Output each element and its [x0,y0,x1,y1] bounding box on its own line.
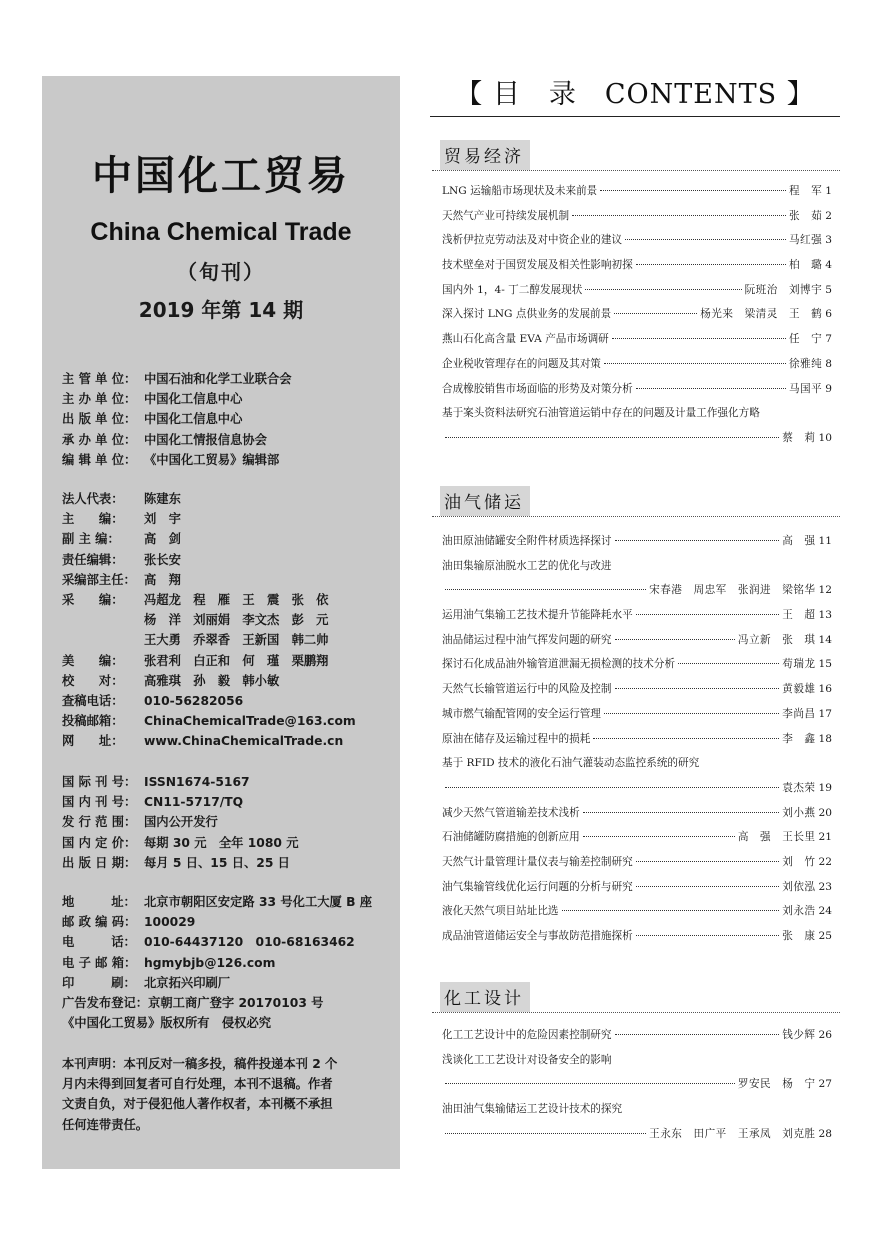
info-value: ChinaChemicalTrade@163.com [144,714,356,729]
info-value: 陈建东 [144,492,181,506]
leader-dots [615,688,780,689]
info-label: 查稿电话： [62,694,124,709]
leader-dots [636,614,780,615]
info-row [62,651,392,671]
info-label: 地 址： [62,895,136,909]
contact-info [62,892,392,1033]
info-row [62,792,392,812]
info-value: 张君利 白正和 何 瑾 栗鹏翔 [144,653,329,668]
info-value: 冯超龙 程 雁 王 震 张 依 [144,593,329,608]
leader-dots [636,861,780,862]
leader-dots [615,540,780,541]
toc-entry[interactable] [442,533,832,558]
toc-entry[interactable] [442,582,832,607]
info-row [62,489,392,509]
info-row [62,973,392,993]
info-value: 100029 [144,915,196,930]
toc-entry-title: 国内外 1，4- 丁二醇发展现状 [442,283,583,296]
toc-author: 张 茹 [788,209,823,222]
leader-dots [593,738,779,739]
toc-entry-title: 天然气长输管道运行中的风险及控制 [442,683,612,696]
info-label: 国 内 定 价： [62,835,137,850]
info-row [62,912,392,932]
toc-entry[interactable] [442,1126,832,1151]
info-value: 刘 宇 [144,512,181,527]
toc-author: 高 强 [782,535,816,547]
toc-entry-title: 深入探讨 LNG 点供业务的发展前景 [442,308,612,321]
toc-entry[interactable] [442,381,832,406]
info-value: 《中国化工贸易》编辑部 [144,452,280,467]
info-row [62,711,392,731]
toc-entry[interactable] [442,903,832,928]
info-row [62,509,392,529]
info-label: 投稿邮箱： [62,714,124,729]
toc-entry-title[interactable]: 油田集输原油脱水工艺的优化与改进 [442,559,612,572]
toc-author: 刘 竹 [782,855,816,868]
leader-dots [636,388,786,389]
leader-dots [625,239,786,240]
contents-header: 【 目 录 CONTENTS 】 [455,79,815,110]
info-label: 主 办 单 位： [62,392,137,407]
editors-continued: 杨 洋 刘丽娟 李文杰 彭 元 [144,613,329,628]
toc-entry-title: 原油在储存及运输过程中的损耗 [442,732,591,745]
toc-entry[interactable] [442,656,832,681]
leader-dots [445,1133,646,1134]
header-divider [430,116,840,117]
toc-entry-title: 运用油气集输工艺技术提升节能降耗水平 [442,609,633,622]
toc-entry[interactable] [442,780,832,805]
toc-entry[interactable] [442,928,832,953]
toc-author: 李尚昌 [782,707,816,720]
toc-page: 25 [818,930,832,942]
toc-author: 柏 璐 [788,259,823,272]
issue-info [62,772,392,873]
toc-entry-title: 油品储运过程中油气挥发问题的研究 [442,633,612,646]
toc-page: 22 [818,855,832,868]
toc-author: 阮班治 刘博宇 [744,283,823,296]
notice-line: 本刊声明：本刊反对一稿多投，稿件投递本刊 2 个 [62,1057,338,1071]
leader-dots [636,886,780,887]
toc-entry-title: 企业税收管理存在的问题及其对策 [442,357,601,370]
toc-entry-title: 化工工艺设计中的危险因素控制研究 [442,1029,612,1041]
toc-page: 4 [825,259,832,272]
info-label: 法人代表： [62,492,124,506]
leader-dots [636,935,780,936]
toc-entry[interactable] [442,282,832,307]
toc-author: 宋春港 周忠军 张润进 梁铭华 [649,584,816,597]
info-value: 高 剑 [144,532,181,547]
info-row [62,953,392,973]
toc-entry[interactable] [442,430,832,455]
toc-page: 2 [825,209,832,222]
section-title: 油气储运 [440,486,530,516]
toc-entry-title: 合成橡胶销售市场面临的形势及对策分析 [442,382,633,395]
toc-entry[interactable] [442,1076,832,1101]
info-value: 每期 30 元 全年 1080 元 [144,835,299,850]
toc-page: 1 [825,185,832,197]
toc-entry[interactable] [442,1027,832,1052]
toc-entry-title: LNG 运输船市场现状及未来前景 [442,185,598,197]
toc-page: 11 [818,535,832,547]
section-heading [440,486,530,516]
info-row [62,389,392,409]
toc-entry[interactable] [442,607,832,632]
leader-dots [572,215,786,216]
toc-page: 5 [825,283,832,296]
info-value: 中国化工信息中心 [144,392,243,407]
info-value: 国内公开发行 [144,815,218,830]
leader-dots [445,437,779,438]
info-value: 010-56282056 [144,694,244,709]
info-row [62,853,392,873]
info-row [62,529,392,549]
toc-author: 程 军 [788,185,823,197]
ad-registration: 广告发布登记：京朝工商广登字 20170103 号 [62,996,324,1011]
section-divider [432,170,840,172]
toc-entry[interactable] [442,731,832,756]
toc-page: 10 [818,431,832,444]
toc-entry[interactable] [442,681,832,706]
notice-line: 任何连带责任。 [62,1117,149,1132]
journal-title-cn: 中国化工贸易 [92,153,350,199]
info-row [62,833,392,853]
toc-entry[interactable] [442,232,832,257]
info-value: CN11-5717/TQ [144,795,244,810]
info-row [62,409,392,429]
leader-dots [583,836,735,837]
leader-dots [562,910,780,911]
toc-entry-title: 城市燃气输配管网的安全运行管理 [442,707,601,720]
toc-entry-title: 探讨石化成品油外输管道泄漏无损检测的技术分析 [442,658,676,671]
toc-page: 14 [818,633,832,646]
info-label: 邮 政 编 码： [62,915,137,930]
toc-page: 19 [818,781,832,794]
leader-dots [445,787,779,788]
info-label: 责任编辑： [62,552,124,567]
toc-author: 刘小燕 [782,806,816,819]
info-value: 中国化工信息中心 [144,412,243,427]
toc-page: 17 [818,707,832,720]
info-value: 每月 5 日、15 日、25 日 [144,855,290,870]
info-row [62,772,392,792]
leader-dots [604,363,786,364]
toc-entry-title: 成品油管道储运安全与事故防范措施探析 [442,930,633,942]
info-label: 采编部主任： [62,572,136,587]
toc-page: 27 [818,1078,832,1091]
notice-line: 月内未得到回复者可自行处理，本刊不退稿。作者 [62,1077,333,1092]
toc-entry-title: 减少天然气管道输差技术浅析 [442,806,580,819]
toc-entry-title[interactable]: 浅谈化工工艺设计对设备安全的影响 [442,1053,612,1066]
toc-entry-title: 天然气产业可持续发展机制 [442,209,570,222]
info-row [62,450,392,470]
info-row [62,731,392,751]
toc-section-storage [442,533,832,953]
leader-dots [445,1083,735,1084]
toc-entry-title: 浅析伊拉克劳动法及对中资企业的建议 [442,234,623,247]
info-value: hgmybjb@126.com [144,955,276,970]
info-value: 北京市朝阳区安定路 33 号化工大厦 B 座 [144,895,373,909]
editors-continued: 王大勇 乔翠香 王新国 韩二帅 [144,633,329,648]
toc-author: 马红强 [788,234,823,247]
toc-page: 12 [818,584,832,597]
info-label: 采 编： [62,593,124,608]
toc-author: 钱少辉 [782,1029,816,1041]
toc-section-design [442,1027,832,1150]
masthead-panel [42,76,400,1169]
toc-entry[interactable] [442,183,832,208]
info-value: 高雅琪 孙 毅 韩小敏 [144,673,280,688]
leader-dots [604,713,779,714]
section-title: 贸易经济 [440,140,530,170]
notice-line: 文责自负，对于侵犯他人著作权者，本刊概不承担 [62,1097,333,1112]
toc-page: 15 [818,658,832,671]
section-title: 化工设计 [440,982,530,1012]
leader-dots [583,812,780,813]
leader-dots [614,313,697,314]
leader-dots [615,639,735,640]
leader-dots [600,190,786,191]
info-value: 北京拓兴印刷厂 [144,975,231,990]
info-value: ISSN1674-5167 [144,775,250,789]
toc-author: 高 强 王长里 [737,831,816,844]
toc-entry-title[interactable]: 油田油气集输储运工艺设计技术的探究 [442,1103,623,1116]
publisher-info [62,369,392,470]
info-row [62,691,392,711]
info-label: 印 刷： [62,975,136,990]
info-label: 主 编： [62,512,124,527]
toc-author: 马国平 [788,382,823,395]
info-value: 张长安 [144,552,181,567]
toc-author: 苟瑞龙 [782,658,816,671]
section-divider [432,1012,840,1014]
info-label: 发 行 范 围： [62,815,137,830]
toc-entry-title: 石油储罐防腐措施的创新应用 [442,831,580,844]
toc-entry[interactable] [442,208,832,233]
info-row [62,570,392,590]
toc-page: 26 [818,1029,832,1041]
toc-entry[interactable] [442,829,832,854]
leader-dots [612,338,786,339]
toc-page: 7 [825,333,832,346]
toc-entry[interactable] [442,706,832,731]
info-label: 电 子 邮 箱： [62,955,137,970]
toc-page: 3 [825,234,832,247]
toc-entry[interactable] [442,331,832,356]
toc-entry-title[interactable]: 基于 RFID 技术的液化石油气灌装动态监控系统的研究 [442,757,700,770]
journal-title-en: China Chemical Trade [90,218,352,246]
toc-author: 冯立新 张 琪 [737,633,816,646]
toc-author: 王永东 田广平 王承凤 刘克胜 [649,1127,816,1140]
toc-entry[interactable] [442,854,832,879]
toc-entry[interactable] [442,805,832,830]
info-label: 承 办 单 位： [62,432,137,447]
toc-entry[interactable] [442,356,832,381]
toc-entry-title: 技术壁垒对于国贸发展及相关性影响初探 [442,259,633,272]
section-divider [432,516,840,518]
leader-dots [678,663,779,664]
info-label: 副 主 编： [62,532,120,547]
info-label: 美 编： [62,653,124,668]
leader-dots [585,289,741,290]
toc-entry[interactable] [442,879,832,904]
toc-page: 21 [818,831,832,844]
toc-page: 9 [825,382,832,395]
toc-author: 刘永浩 [782,905,816,918]
info-value: 高 翔 [144,572,181,587]
toc-author: 任 宁 [788,333,823,346]
info-label: 出 版 单 位： [62,412,137,427]
toc-entry[interactable] [442,257,832,282]
toc-author: 李 鑫 [782,732,816,745]
toc-author: 袁杰荣 [782,781,816,794]
info-label: 国 际 刊 号： [62,775,137,789]
info-row [62,812,392,832]
info-value: 中国化工情报信息协会 [144,432,267,447]
info-row [62,369,392,389]
info-row [62,550,392,570]
toc-page: 8 [825,357,832,370]
toc-entry[interactable] [442,306,832,331]
toc-author: 黄毅雄 [782,683,816,696]
toc-author: 杨光来 梁清灵 王 鹤 [700,308,823,321]
info-label: 国 内 刊 号： [62,795,137,810]
info-label: 出 版 日 期： [62,855,137,870]
toc-page: 16 [818,683,832,696]
toc-entry-title: 液化天然气项目站址比选 [442,905,559,918]
toc-author: 张 康 [782,930,816,942]
leader-dots [615,1034,780,1035]
info-value: www.ChinaChemicalTrade.cn [144,734,344,749]
journal-issue: 2019 年第 14 期 [138,298,304,322]
info-row [62,932,392,952]
toc-author: 罗安民 杨 宁 [737,1078,816,1091]
info-row [62,892,392,912]
toc-page: 6 [825,308,832,321]
toc-entry[interactable] [442,632,832,657]
info-value: 中国石油和化学工业联合会 [144,372,292,386]
toc-page: 20 [818,806,832,819]
info-row [62,590,392,610]
info-label: 主 管 单 位： [62,372,137,386]
info-row [62,430,392,450]
staff-info [62,489,392,752]
toc-entry-title: 燕山石化高含量 EVA 产品市场调研 [442,333,609,346]
toc-entry-title: 油田原油储罐安全附件材质选择探讨 [442,535,612,547]
toc-author: 刘依泓 [782,880,816,893]
section-heading [440,982,530,1012]
toc-section-trade [442,183,832,455]
toc-author: 王 超 [782,609,816,622]
info-row [62,671,392,691]
notice [62,1054,392,1135]
toc-entry-title: 油气集输管线优化运行问题的分析与研究 [442,880,633,893]
info-label: 校 对： [62,673,124,688]
toc-page: 13 [818,609,832,622]
info-label: 电 话： [62,935,136,950]
journal-frequency: （旬刊） [177,260,265,284]
toc-page: 18 [818,732,832,745]
info-value: 010-64437120 010-68163462 [144,935,355,950]
toc-entry-title[interactable]: 基于案头资料法研究石油管道运销中存在的问题及计量工作强化方略 [442,407,760,420]
info-label: 网 址： [62,734,124,749]
toc-page: 24 [818,905,832,918]
copyright: 《中国化工贸易》版权所有 侵权必究 [62,1016,272,1031]
toc-entry-title: 天然气计量管理计量仪表与输差控制研究 [442,855,633,868]
leader-dots [445,589,646,590]
info-label: 编 辑 单 位： [62,452,137,467]
toc-page: 23 [818,880,832,893]
leader-dots [636,264,786,265]
toc-author: 蔡 莉 [782,431,816,444]
section-heading [440,140,530,170]
toc-page: 28 [818,1127,832,1140]
toc-author: 徐雅纯 [788,357,823,370]
